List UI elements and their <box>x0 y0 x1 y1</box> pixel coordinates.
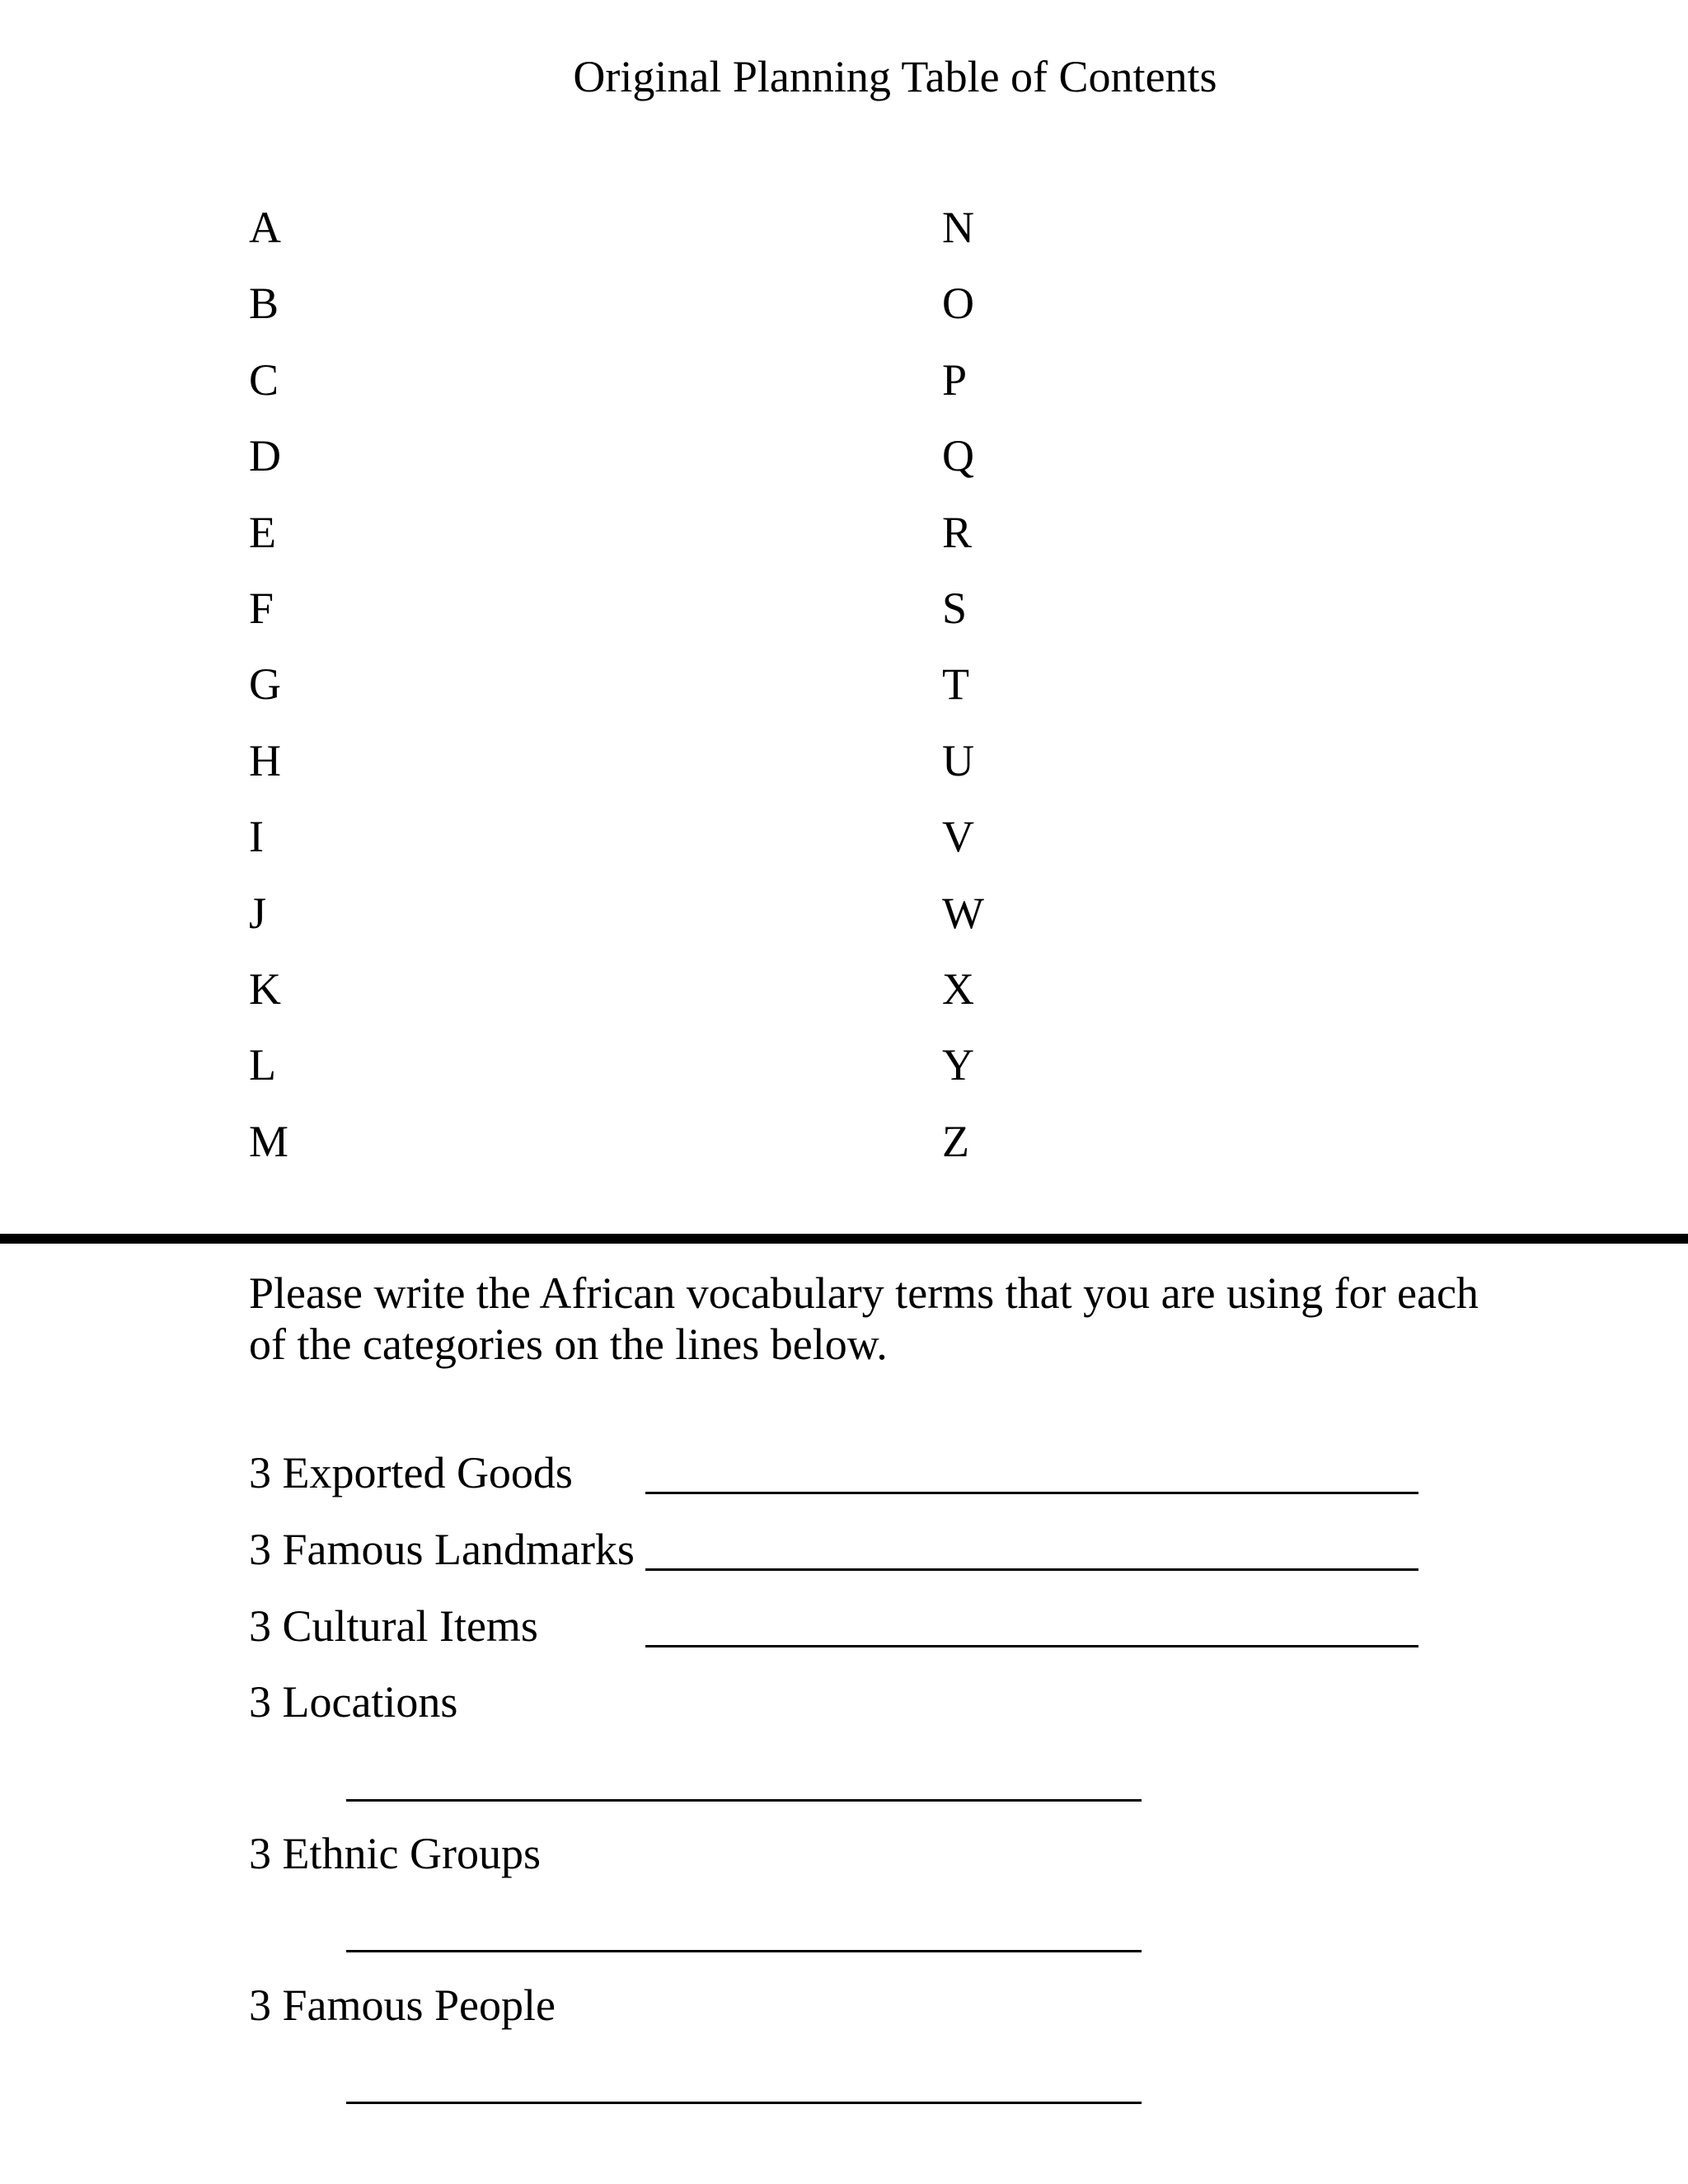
letter-entry: C <box>249 354 279 405</box>
category-label-cultural-items: 3 Cultural Items <box>249 1601 538 1651</box>
letter-entry: T <box>942 659 969 710</box>
letter-entry: H <box>249 735 281 785</box>
letters-left-column <box>249 198 288 1188</box>
letter-entry: A <box>249 203 281 252</box>
letter-entry: O <box>942 279 974 329</box>
letter-entry: U <box>942 735 974 785</box>
letter-entry: G <box>249 659 281 710</box>
letter-entry: M <box>249 1116 289 1166</box>
letter-entry: L <box>249 1040 276 1090</box>
letter-entry: W <box>942 888 984 938</box>
letter-entry: X <box>942 963 974 1014</box>
letter-entry: S <box>942 583 968 633</box>
letter-entry: J <box>249 888 267 938</box>
letter-entry: V <box>942 812 974 862</box>
answer-line-cultural-items[interactable] <box>645 1645 1418 1647</box>
answer-line-locations[interactable] <box>346 1799 1142 1802</box>
category-label-famous-people: 3 Famous People <box>249 1980 556 2030</box>
category-label-exported-goods: 3 Exported Goods <box>249 1448 573 1497</box>
instructions-text: Please write the African vocabulary terms that you are using for each of the categories on the lines below. <box>249 1268 1479 1369</box>
letter-entry: Y <box>942 1040 974 1090</box>
answer-line-ethnic-groups[interactable] <box>346 1950 1142 1952</box>
letter-entry: Z <box>942 1116 969 1166</box>
letter-entry: F <box>249 583 274 633</box>
letter-entry: K <box>249 963 281 1014</box>
letter-entry: R <box>942 507 973 557</box>
section-divider <box>0 1234 1688 1244</box>
category-label-locations: 3 Locations <box>249 1677 458 1727</box>
letter-entry: Q <box>942 431 974 481</box>
letter-entry: I <box>249 812 264 862</box>
answer-line-exported-goods[interactable] <box>645 1492 1418 1494</box>
letter-entry: E <box>249 507 276 557</box>
category-label-ethnic-groups: 3 Ethnic Groups <box>249 1829 541 1878</box>
letter-entry: P <box>942 354 968 405</box>
letter-entry: D <box>249 431 281 481</box>
answer-line-famous-people[interactable] <box>346 2102 1142 2104</box>
letters-right-column <box>942 198 984 1188</box>
letter-entry: N <box>942 203 974 252</box>
answer-line-famous-landmarks[interactable] <box>645 1568 1418 1571</box>
page-title: Original Planning Table of Contents <box>573 52 1217 101</box>
category-label-famous-landmarks: 3 Famous Landmarks <box>249 1525 635 1574</box>
letter-entry: B <box>249 279 279 329</box>
